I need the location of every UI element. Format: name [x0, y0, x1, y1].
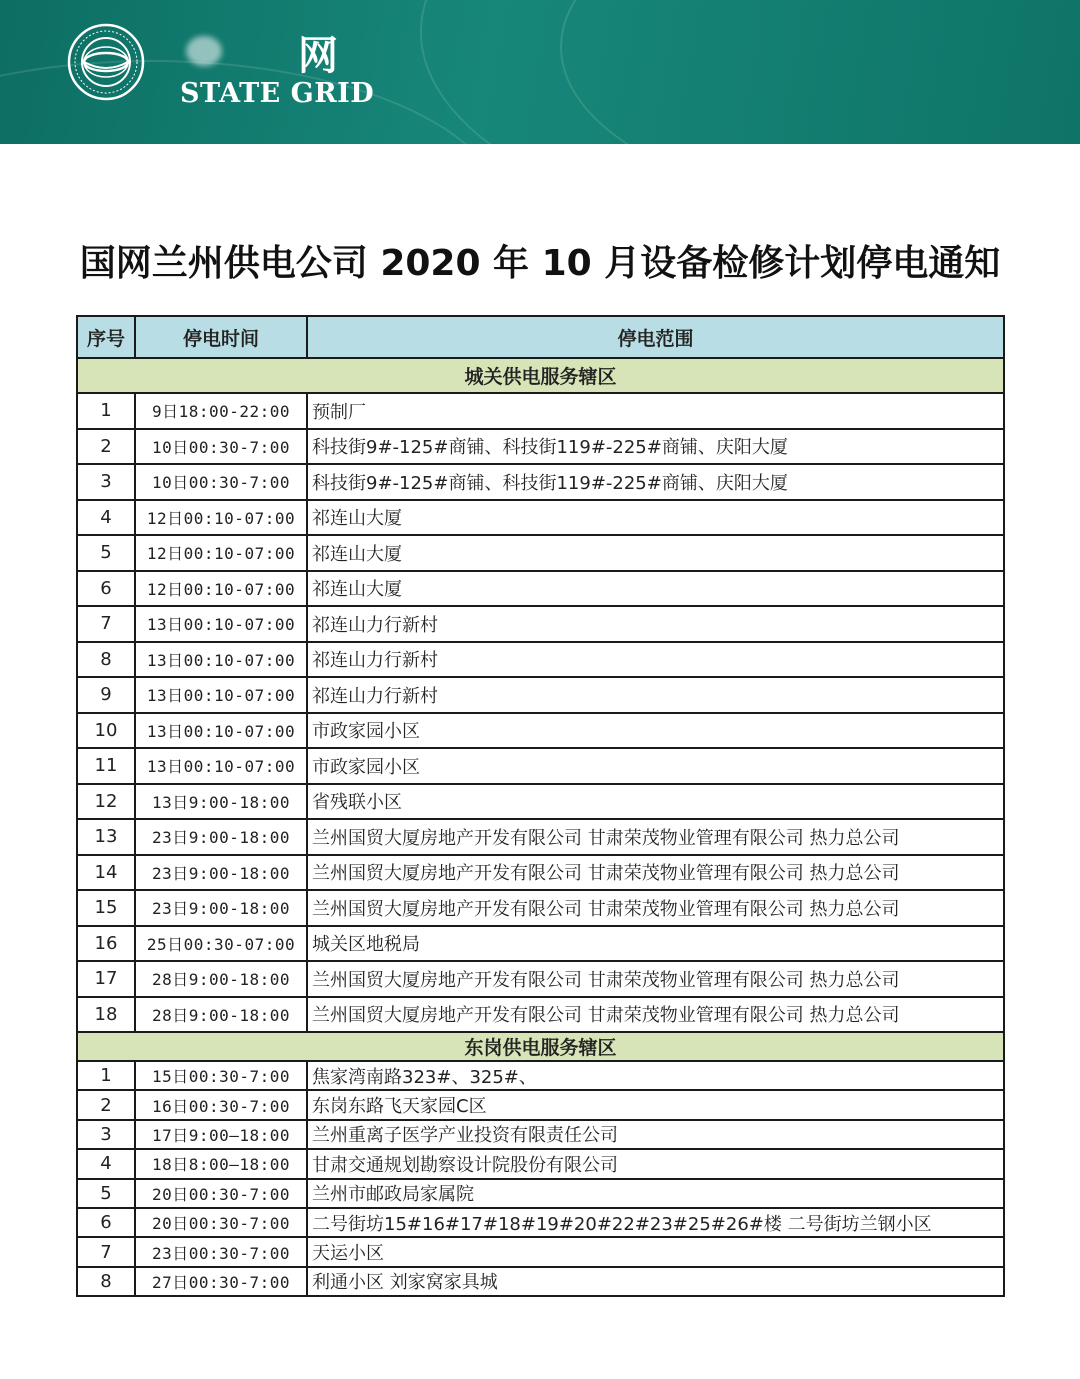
row-outage-time: 23日9:00-18:00	[135, 855, 307, 891]
row-outage-time: 20日00:30-7:00	[135, 1179, 307, 1208]
table-row	[77, 890, 1004, 926]
row-outage-time: 23日9:00-18:00	[135, 890, 307, 926]
row-outage-area: 兰州国贸大厦房地产开发有限公司 甘肃荣茂物业管理有限公司 热力总公司	[307, 819, 1004, 855]
table-row	[77, 464, 1004, 500]
table-row	[77, 748, 1004, 784]
row-outage-area: 祁连山力行新村	[307, 642, 1004, 678]
table-row	[77, 1267, 1004, 1296]
table-row	[77, 571, 1004, 607]
outage-table	[76, 315, 1005, 1297]
table-row	[77, 997, 1004, 1033]
row-outage-time: 23日9:00-18:00	[135, 819, 307, 855]
table-row	[77, 1208, 1004, 1237]
row-outage-area: 兰州国贸大厦房地产开发有限公司 甘肃荣茂物业管理有限公司 热力总公司	[307, 961, 1004, 997]
row-index: 6	[77, 571, 135, 607]
row-outage-time: 16日00:30-7:00	[135, 1090, 307, 1119]
row-index: 2	[77, 1090, 135, 1119]
table-row	[77, 926, 1004, 962]
row-outage-time: 25日00:30-07:00	[135, 926, 307, 962]
row-outage-area: 科技街9#-125#商铺、科技街119#-225#商铺、庆阳大厦	[307, 464, 1004, 500]
row-outage-time: 12日00:10-07:00	[135, 571, 307, 607]
row-index: 12	[77, 784, 135, 820]
section-header-row	[77, 358, 1004, 393]
row-outage-area: 祁连山大厦	[307, 500, 1004, 536]
row-outage-area: 二号街坊15#16#17#18#19#20#22#23#25#26#楼 二号街坊兰钢小区	[307, 1208, 1004, 1237]
row-index: 17	[77, 961, 135, 997]
state-grid-seal-icon	[66, 22, 146, 102]
table-row	[77, 677, 1004, 713]
table-row	[77, 642, 1004, 678]
section-title: 东岗供电服务辖区	[77, 1032, 1004, 1061]
row-outage-area: 城关区地税局	[307, 926, 1004, 962]
row-index: 14	[77, 855, 135, 891]
row-outage-time: 17日9:00—18:00	[135, 1120, 307, 1149]
row-outage-area: 祁连山力行新村	[307, 677, 1004, 713]
row-index: 5	[77, 535, 135, 571]
row-outage-area: 科技街9#-125#商铺、科技街119#-225#商铺、庆阳大厦	[307, 429, 1004, 465]
row-outage-area: 焦家湾南路323#、325#、	[307, 1061, 1004, 1090]
row-outage-time: 10日00:30-7:00	[135, 429, 307, 465]
table-header-row	[77, 316, 1004, 358]
row-outage-area: 兰州国贸大厦房地产开发有限公司 甘肃荣茂物业管理有限公司 热力总公司	[307, 890, 1004, 926]
column-header-time: 停电时间	[135, 316, 307, 358]
row-index: 16	[77, 926, 135, 962]
page-title: 国网兰州供电公司 2020 年 10 月设备检修计划停电通知	[79, 243, 1001, 284]
row-outage-area: 祁连山力行新村	[307, 606, 1004, 642]
table-row	[77, 1090, 1004, 1119]
row-outage-time: 12日00:10-07:00	[135, 535, 307, 571]
row-outage-time: 13日00:10-07:00	[135, 748, 307, 784]
state-grid-logo-mark	[186, 36, 222, 66]
table-row	[77, 606, 1004, 642]
row-index: 18	[77, 997, 135, 1033]
row-outage-area: 天运小区	[307, 1237, 1004, 1266]
row-index: 4	[77, 500, 135, 536]
row-index: 7	[77, 606, 135, 642]
column-header-index: 序号	[77, 316, 135, 358]
table-row	[77, 855, 1004, 891]
row-outage-area: 甘肃交通规划勘察设计院股份有限公司	[307, 1149, 1004, 1178]
row-outage-area: 兰州国贸大厦房地产开发有限公司 甘肃荣茂物业管理有限公司 热力总公司	[307, 997, 1004, 1033]
row-index: 5	[77, 1179, 135, 1208]
row-outage-area: 祁连山大厦	[307, 535, 1004, 571]
row-outage-time: 10日00:30-7:00	[135, 464, 307, 500]
row-index: 9	[77, 677, 135, 713]
section-header-row	[77, 1032, 1004, 1061]
row-index: 1	[77, 1061, 135, 1090]
row-outage-time: 18日8:00—18:00	[135, 1149, 307, 1178]
row-index: 3	[77, 464, 135, 500]
row-index: 7	[77, 1237, 135, 1266]
row-index: 6	[77, 1208, 135, 1237]
table-row	[77, 961, 1004, 997]
row-outage-time: 28日9:00-18:00	[135, 961, 307, 997]
row-outage-area: 市政家园小区	[307, 713, 1004, 749]
row-outage-time: 15日00:30-7:00	[135, 1061, 307, 1090]
row-outage-area: 兰州重离子医学产业投资有限责任公司	[307, 1120, 1004, 1149]
row-index: 3	[77, 1120, 135, 1149]
section-title: 城关供电服务辖区	[77, 358, 1004, 393]
table-row	[77, 1120, 1004, 1149]
table-row	[77, 429, 1004, 465]
table-row	[77, 1179, 1004, 1208]
header-banner	[0, 0, 1080, 144]
table-row	[77, 1149, 1004, 1178]
table-row	[77, 393, 1004, 429]
table-row	[77, 819, 1004, 855]
brand-name-en: STATE GRID	[180, 78, 375, 109]
row-outage-time: 13日00:10-07:00	[135, 713, 307, 749]
row-index: 8	[77, 642, 135, 678]
row-index: 2	[77, 429, 135, 465]
brand-name-cn: 网	[298, 33, 338, 79]
row-outage-time: 20日00:30-7:00	[135, 1208, 307, 1237]
row-outage-area: 东岗东路飞天家园C区	[307, 1090, 1004, 1119]
row-outage-area: 兰州国贸大厦房地产开发有限公司 甘肃荣茂物业管理有限公司 热力总公司	[307, 855, 1004, 891]
row-outage-area: 省残联小区	[307, 784, 1004, 820]
row-outage-time: 13日00:10-07:00	[135, 606, 307, 642]
table-row	[77, 1237, 1004, 1266]
row-outage-time: 23日00:30-7:00	[135, 1237, 307, 1266]
row-index: 15	[77, 890, 135, 926]
row-outage-time: 13日00:10-07:00	[135, 642, 307, 678]
row-outage-time: 27日00:30-7:00	[135, 1267, 307, 1296]
table-row	[77, 535, 1004, 571]
row-outage-area: 市政家园小区	[307, 748, 1004, 784]
row-outage-area: 预制厂	[307, 393, 1004, 429]
row-outage-time: 13日9:00-18:00	[135, 784, 307, 820]
row-index: 13	[77, 819, 135, 855]
row-outage-time: 13日00:10-07:00	[135, 677, 307, 713]
row-outage-area: 祁连山大厦	[307, 571, 1004, 607]
row-outage-time: 28日9:00-18:00	[135, 997, 307, 1033]
row-index: 11	[77, 748, 135, 784]
row-index: 8	[77, 1267, 135, 1296]
row-index: 10	[77, 713, 135, 749]
column-header-area: 停电范围	[307, 316, 1004, 358]
row-outage-area: 利通小区 刘家窝家具城	[307, 1267, 1004, 1296]
table-row	[77, 784, 1004, 820]
row-outage-time: 12日00:10-07:00	[135, 500, 307, 536]
row-index: 1	[77, 393, 135, 429]
row-outage-time: 9日18:00-22:00	[135, 393, 307, 429]
table-row	[77, 713, 1004, 749]
table-row	[77, 500, 1004, 536]
table-row	[77, 1061, 1004, 1090]
row-outage-area: 兰州市邮政局家属院	[307, 1179, 1004, 1208]
row-index: 4	[77, 1149, 135, 1178]
